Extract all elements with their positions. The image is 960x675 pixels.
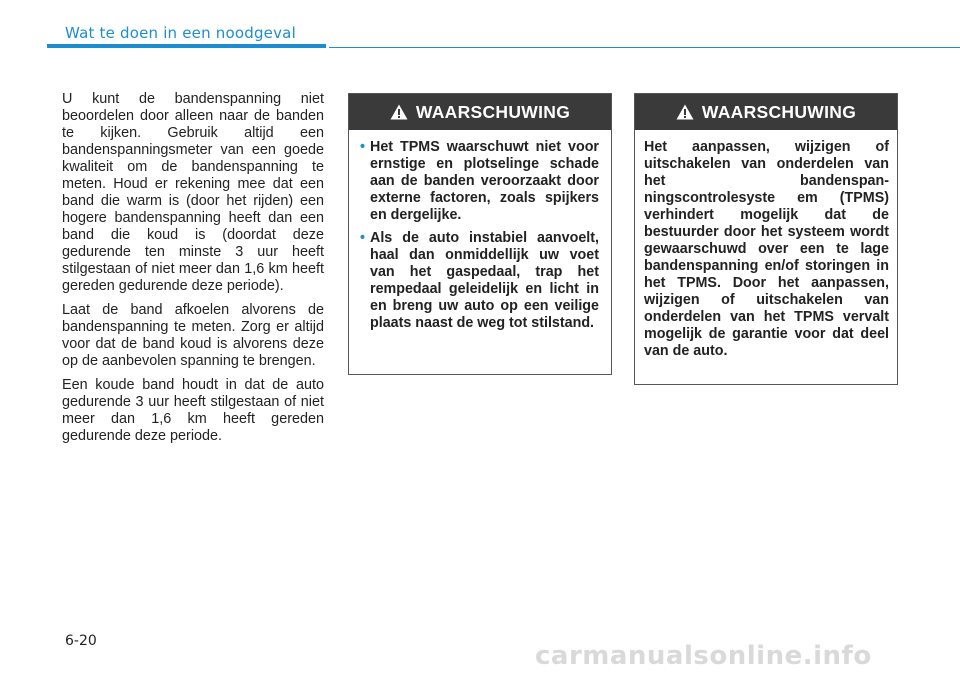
section-title: Wat te doen in een noodgeval [65,24,296,42]
warning-triangle-icon [676,104,694,120]
header-rule-thick [47,44,326,48]
body-text-column [62,91,324,452]
body-paragraph: Laat de band afkoelen alvorens de bandenspanning te meten. Zorg er altijd voor dat de band koud is alvorens deze op de aanbevolen spanning te brengen. [62,302,324,369]
warning-text: Het aanpassen, wijzigen of uitschakelen van onderdelen van het bandenspan-ningscontrolesyste em (TPMS) verhindert mogelijk dat de bestuurder door het systeem wordt gewaarschuwd over een te lage bandenspanning en/of storingen in het TPMS. Door het aanpassen, wijzigen of uitschakelen van onderdelen van het TPMS vervalt mogelijk de garantie voor dat deel van de auto. [644,139,889,359]
bullet-dot: • [360,230,366,246]
watermark: carmanualsonline.info [535,641,872,671]
warning-bullet-text: Als de auto instabiel aanvoelt, haal dan onmiddellijk uw voet van het gaspedaal, trap het rempedaal geleidelijk en licht in en breng uw auto op een veilige plaats naast de weg tot stilstand. [370,230,599,331]
warning-bullet [361,230,599,332]
warning-body [635,130,897,368]
warning-header [349,94,611,130]
body-paragraph: U kunt de bandenspanning niet beoordelen door alleen naar de banden te kijken. Gebruik altijd een bandenspanningsmeter van een goede kwaliteit om de bandenspanning te meten. Houd er rekening mee dat een band die warm is (door het rijden) een hogere bandenspanning heeft dan een band die koud is (doordat deze gedurende ten minste 3 uur heeft stilgestaan of niet meer dan 1,6 km heeft gereden gedurende deze periode). [62,91,324,294]
warning-bullet [361,139,599,224]
header-rule-thin [329,47,960,48]
warning-title: WAARSCHUWING [415,101,571,122]
warning-triangle-icon [390,104,408,120]
warning-box-2 [634,93,898,385]
warning-header [635,94,897,130]
warning-body [349,130,611,346]
bullet-dot: • [360,139,366,155]
warning-title: WAARSCHUWING [701,101,857,122]
warning-bullet-text: Het TPMS waarschuwt niet voor ernstige en plotselinge schade aan de banden veroorzaakt door externe factoren, zoals spijkers en dergelijke. [370,139,599,223]
body-paragraph: Een koude band houdt in dat de auto gedurende 3 uur heeft stilgestaan of niet meer dan 1,6 km heeft gereden gedurende deze periode. [62,377,324,444]
warning-box-1 [348,93,612,375]
page-number: 6-20 [65,633,97,649]
